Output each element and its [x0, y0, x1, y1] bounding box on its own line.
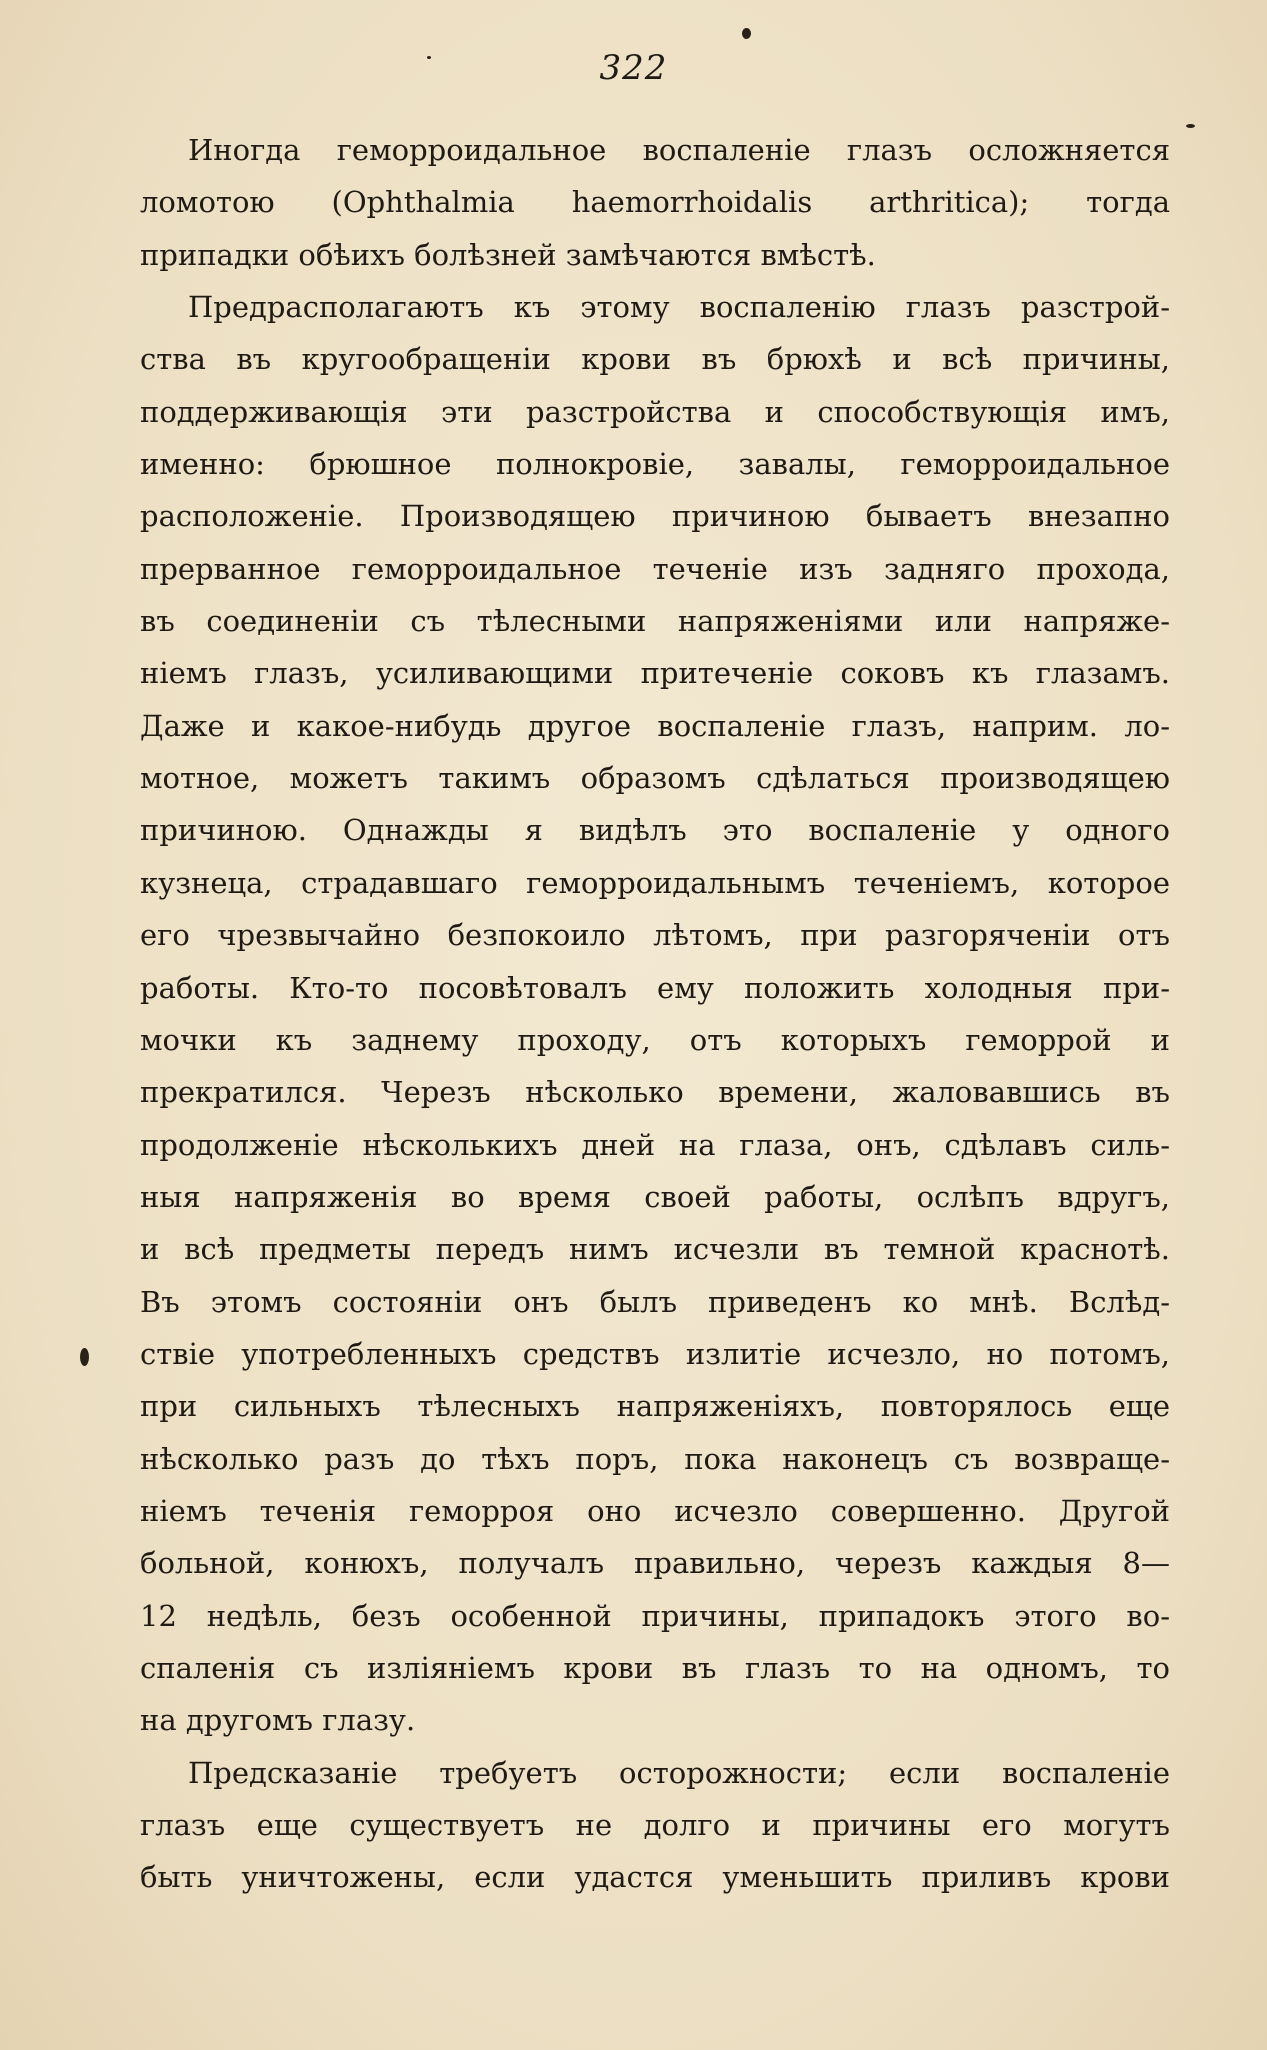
ink-speck — [80, 1348, 89, 1366]
text-line: припадки обѣихъ болѣзней замѣчаются вмѣстѣ. — [140, 237, 876, 272]
page-number: 322 — [599, 48, 668, 88]
text-line: продолженіе нѣсколькихъ дней на глаза, онъ, сдѣлавъ силь- — [140, 1127, 1170, 1162]
text-line: прерванное геморроидальное теченіе изъ задняго прохода, — [140, 551, 1170, 586]
text-line: причиною. Однажды я видѣлъ это воспаленіе у одного — [140, 813, 1170, 848]
text-line: ніемъ глазъ, усиливающими притеченіе соковъ къ глазамъ. — [140, 656, 1170, 691]
text-line: ніемъ теченія геморроя оно исчезло совершенно. Другой — [140, 1493, 1170, 1528]
text-line: нѣсколько разъ до тѣхъ поръ, пока наконецъ съ возвраще- — [140, 1441, 1170, 1476]
text-line: мочки къ заднему проходу, отъ которыхъ геморрой и — [140, 1022, 1170, 1057]
text-line: расположеніе. Производящею причиною бываетъ внезапно — [140, 499, 1170, 534]
paragraph — [140, 1747, 1170, 1904]
text-line: работы. Кто-то посовѣтовалъ ему положить холодныя при- — [140, 970, 1170, 1005]
text-line: прекратился. Черезъ нѣсколько времени, жаловавшись въ — [140, 1075, 1170, 1110]
text-line: кузнеца, страдавшаго геморроидальнымъ теченіемъ, которое — [140, 865, 1170, 900]
text-line: его чрезвычайно безпокоило лѣтомъ, при разгоряченіи отъ — [140, 918, 1170, 953]
text-line: поддерживающія эти разстройства и способствующія имъ, — [140, 394, 1170, 429]
text-line: больной, конюхъ, получалъ правильно, черезъ каждыя 8— — [140, 1546, 1170, 1581]
text-line: Иногда геморроидальное воспаленіе глазъ осложняется — [188, 133, 1170, 167]
text-line: мотное, можетъ такимъ образомъ сдѣлаться производящею — [140, 761, 1170, 796]
text-line: въ соединеніи съ тѣлесными напряженіями или напряже- — [140, 604, 1170, 639]
text-line: и всѣ предметы передъ нимъ исчезли въ темной краснотѣ. — [140, 1232, 1170, 1267]
text-line: Предрасполагаютъ къ этому воспаленію глазъ разстрой- — [188, 290, 1170, 325]
paragraph — [140, 124, 1170, 281]
ink-speck — [1186, 124, 1195, 128]
text-line: ствіе употребленныхъ средствъ излитіе исчезло, но потомъ, — [140, 1336, 1170, 1371]
text-line: при сильныхъ тѣлесныхъ напряженіяхъ, повторялось еще — [140, 1389, 1170, 1424]
paragraph — [140, 281, 1170, 1747]
text-line: на другомъ глазу. — [140, 1703, 416, 1738]
text-line: Предсказаніе требуетъ осторожности; если воспаленіе — [188, 1755, 1170, 1790]
text-line: глазъ еще существуетъ не долго и причины его могутъ — [140, 1808, 1170, 1842]
text-body — [140, 124, 1170, 1904]
text-line: 12 недѣль, безъ особенной причины, припадокъ этого во- — [140, 1598, 1170, 1633]
text-line: ныя напряженія во время своей работы, ослѣпъ вдругъ, — [140, 1179, 1170, 1214]
text-line: Даже и какое-нибудь другое воспаленіе глазъ, наприм. ло- — [140, 708, 1170, 743]
text-line: ломотою (Ophthalmia haemorrhoidalis arthritica); тогда — [140, 185, 1170, 220]
text-line: Въ этомъ состояніи онъ былъ приведенъ ко мнѣ. Вслѣд- — [140, 1284, 1170, 1319]
text-line: ства въ кругообращеніи крови въ брюхѣ и всѣ причины, — [140, 342, 1170, 377]
text-line: именно: брюшное полнокровіе, завалы, геморроидальное — [140, 447, 1170, 482]
text-line: спаленія съ изліяніемъ крови въ глазъ то на одномъ, то — [140, 1650, 1170, 1685]
ink-speck — [742, 28, 751, 39]
text-line: быть уничтожены, если удастся уменьшить приливъ крови — [140, 1860, 1170, 1895]
